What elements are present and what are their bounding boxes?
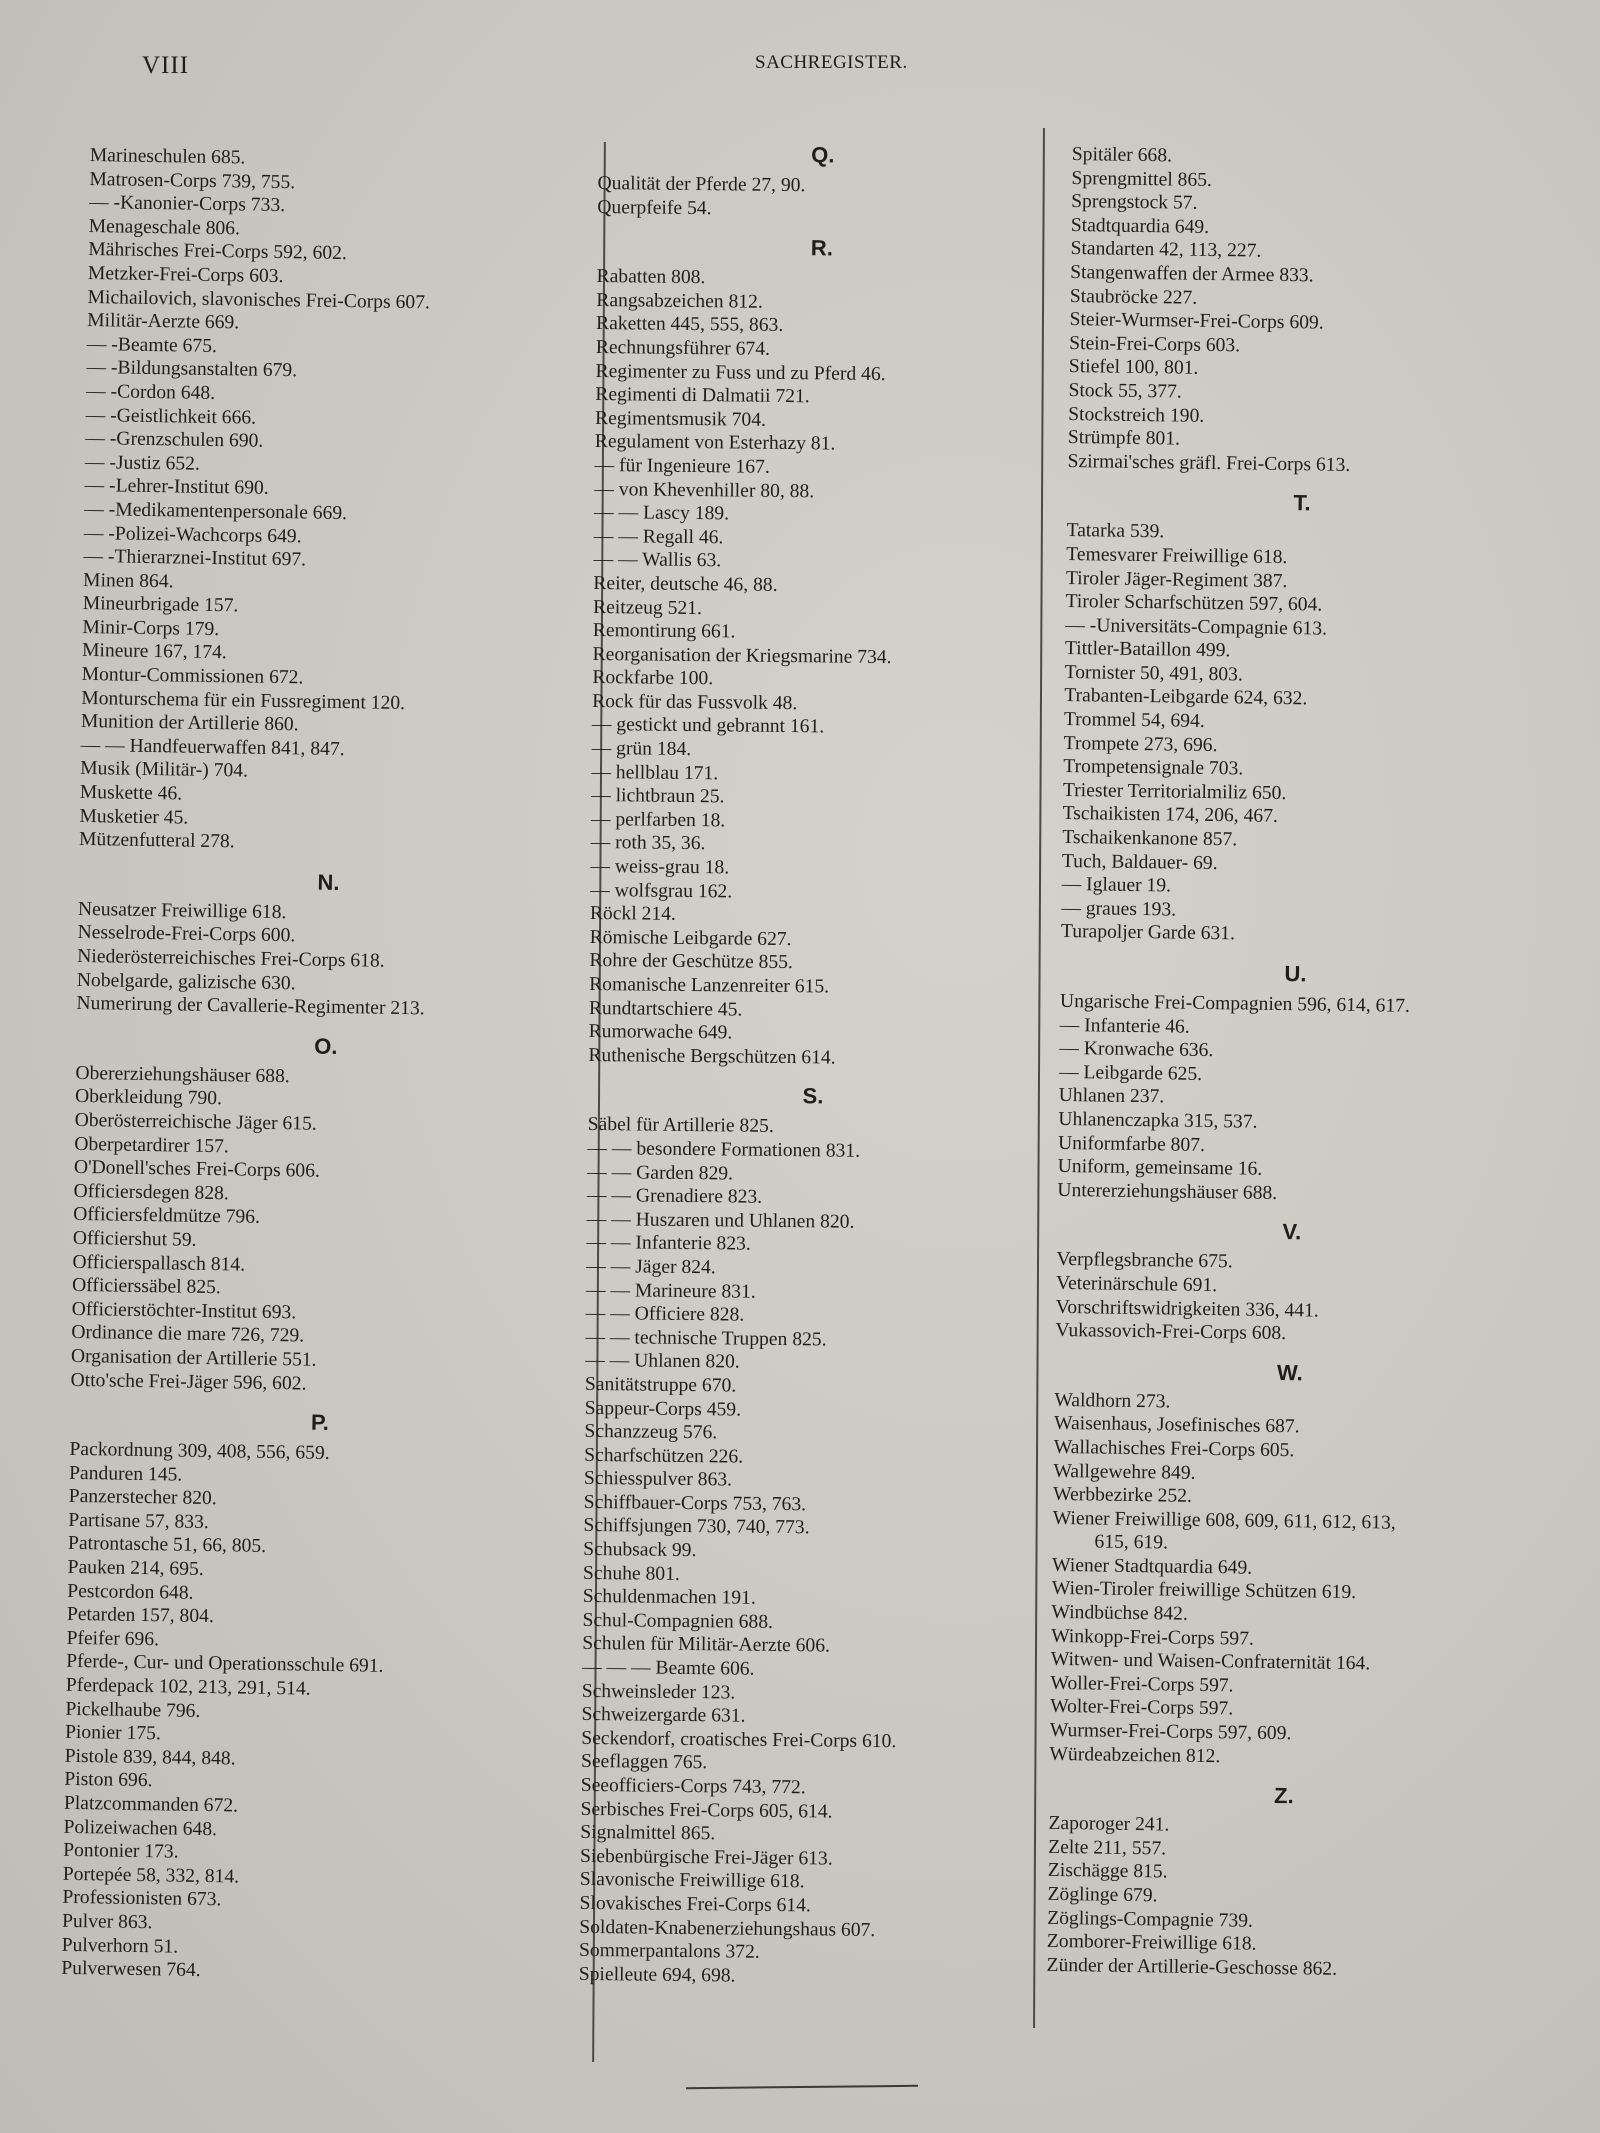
- index-column-2: [579, 140, 1048, 1991]
- index-entry: Ruthenische Bergschützen 614.: [588, 1044, 836, 1069]
- index-entry: — — Garden 829.: [587, 1161, 734, 1185]
- index-entry: — -Geistlichkeit 666.: [85, 404, 257, 429]
- index-entry: Römische Leibgarde 627.: [589, 926, 792, 950]
- index-entry: Regimenti di Dalmatii 721.: [595, 384, 810, 408]
- index-entry: Trompetensignale 703.: [1063, 756, 1244, 780]
- index-entry: Trompete 273, 696.: [1063, 732, 1218, 756]
- index-entry: — grün 184.: [591, 738, 692, 761]
- index-entry: Musik (Militär-) 704.: [80, 758, 249, 782]
- index-entry: Stadtquardia 649.: [1070, 214, 1210, 238]
- index-entry: Slavonische Freiwillige 618.: [579, 1869, 805, 1893]
- index-entry: Serbisches Frei-Corps 605, 614.: [580, 1798, 833, 1823]
- index-entry: Seeofficiers-Corps 743, 772.: [580, 1774, 806, 1799]
- index-entry: O'Donell'sches Frei-Corps 606.: [73, 1157, 321, 1182]
- index-entry: Officierstöchter-Institut 693.: [71, 1298, 297, 1324]
- index-entry: Sprengstock 57.: [1071, 191, 1198, 214]
- index-entry: Spitäler 668.: [1071, 143, 1173, 167]
- index-entry: — — — Beamte 606.: [581, 1656, 755, 1680]
- index-entry: Sanitätstruppe 670.: [584, 1373, 737, 1397]
- index-entry: Tornister 50, 491, 803.: [1064, 661, 1243, 686]
- index-entry: Rumorwache 649.: [588, 1021, 733, 1044]
- index-entry: Pferde-, Cur- und Operationsschule 691.: [65, 1651, 384, 1678]
- index-entry: — -Kanonier-Corps 733.: [88, 192, 286, 217]
- index-entry: Tatarka 539.: [1066, 520, 1165, 543]
- index-entry: — für Ingenieure 167.: [594, 454, 770, 478]
- index-entry: Siebenbürgische Frei-Jäger 613.: [579, 1845, 833, 1870]
- index-entry: Sappeur-Corps 459.: [584, 1397, 742, 1421]
- index-entry: — -Bildungsanstalten 679.: [86, 357, 298, 382]
- index-entry: Tiroler Jäger-Regiment 387.: [1065, 567, 1288, 592]
- index-entry: Witwen- und Waisen-Confraternität 164.: [1050, 1649, 1371, 1675]
- index-entry: Neusatzer Freiwillige 618.: [77, 898, 287, 923]
- index-entry: Pionier 175.: [64, 1722, 161, 1745]
- index-entry: — — Grenadiere 823.: [586, 1185, 763, 1208]
- index-entry: Professionisten 673.: [62, 1887, 222, 1911]
- index-entry: — -Cordon 648.: [85, 380, 216, 404]
- section-letter-heading: S.: [802, 1083, 824, 1109]
- index-entry: Windbüchse 842.: [1051, 1601, 1188, 1625]
- index-entry: Turapoljer Garde 631.: [1060, 921, 1236, 945]
- index-entry: Schuhe 801.: [582, 1562, 680, 1585]
- end-rule: [686, 2085, 918, 2089]
- section-letter-heading: V.: [1282, 1219, 1302, 1245]
- index-entry: Reorganisation der Kriegsmarine 734.: [592, 643, 892, 668]
- index-entry: Scharfschützen 226.: [584, 1444, 744, 1468]
- index-entry: Rechnungsführer 674.: [595, 336, 771, 360]
- index-entry: Trommel 54, 694.: [1063, 709, 1205, 732]
- index-entry: Stangenwaffen der Armee 833.: [1070, 261, 1314, 287]
- index-entry: Reiter, deutsche 46, 88.: [593, 572, 778, 596]
- index-entry: Petarden 157, 804.: [66, 1604, 214, 1628]
- index-entry: Otto'sche Frei-Jäger 596, 602.: [70, 1369, 307, 1395]
- index-entry: Niederösterreichisches Frei-Corps 618.: [77, 945, 385, 972]
- index-entry: Rockfarbe 100.: [592, 667, 714, 690]
- index-entry: Qualität der Pferde 27, 90.: [597, 172, 806, 197]
- index-entry: Signalmittel 865.: [580, 1822, 716, 1845]
- index-entry: — von Khevenhiller 80, 88.: [594, 478, 815, 502]
- index-entry: — roth 35, 36.: [590, 832, 706, 855]
- index-entry: — wolfsgrau 162.: [590, 879, 733, 903]
- index-entry: Uhlanenczapka 315, 537.: [1058, 1108, 1258, 1133]
- index-entry: — — Handfeuerwaffen 841, 847.: [80, 734, 345, 760]
- index-entry: Officierssäbel 825.: [71, 1274, 221, 1299]
- index-entry: Schubsack 99.: [583, 1538, 697, 1562]
- index-entry: Panduren 145.: [68, 1462, 183, 1486]
- index-entry: — -Universitäts-Compagnie 613.: [1065, 614, 1328, 640]
- index-entry: Tiroler Scharfschützen 597, 604.: [1065, 591, 1323, 616]
- index-entry: Uniform, gemeinsame 16.: [1057, 1156, 1263, 1180]
- index-entry: Triester Territorialmiliz 650.: [1062, 779, 1287, 804]
- index-entry: Waldhorn 273.: [1054, 1389, 1171, 1413]
- index-entry: Minen 864.: [82, 569, 174, 593]
- index-entry: Schuldenmachen 191.: [582, 1586, 756, 1609]
- index-entry: Seckendorf, croatisches Frei-Corps 610.: [581, 1727, 897, 1753]
- index-entry: Pulverwesen 764.: [61, 1957, 201, 1982]
- index-entry: Schiesspulver 863.: [583, 1468, 733, 1491]
- index-entry: Platzcommanden 672.: [63, 1792, 239, 1817]
- index-entry: Uhlanen 237.: [1058, 1085, 1165, 1108]
- index-entry: Schanzzeug 576.: [584, 1421, 718, 1444]
- index-entry: Wien-Tiroler freiwillige Schützen 619.: [1051, 1578, 1357, 1604]
- index-entry: Patrontasche 51, 66, 805.: [67, 1533, 267, 1558]
- index-entry: — weiss-grau 18.: [590, 855, 730, 879]
- index-entry: Pulver 863.: [61, 1910, 153, 1934]
- section-letter-heading: N.: [317, 869, 340, 895]
- index-entry: — — Jäger 824.: [586, 1255, 716, 1279]
- index-entry: — — Infanterie 823.: [586, 1232, 751, 1256]
- index-entry: — — Lascy 189.: [593, 502, 730, 525]
- index-entry: — -Thierarznei-Institut 697.: [83, 546, 307, 571]
- index-entry: — -Lehrer-Institut 690.: [84, 475, 269, 500]
- index-entry: — -Justiz 652.: [84, 451, 200, 475]
- section-letter-heading: U.: [1284, 961, 1307, 987]
- index-entry: Säbel für Artillerie 825.: [587, 1114, 774, 1138]
- index-entry: Stiefel 100, 801.: [1068, 356, 1199, 380]
- index-entry: Staubröcke 227.: [1069, 285, 1198, 309]
- index-entry: Zöglinge 679.: [1047, 1883, 1158, 1907]
- index-entry: Oberkleidung 790.: [74, 1086, 223, 1110]
- index-entry: Schweizergarde 631.: [581, 1704, 746, 1727]
- index-entry: — — Officiere 828.: [585, 1303, 745, 1326]
- index-entry: — -Polizei-Wachcorps 649.: [83, 522, 302, 547]
- index-entry: Pickelhaube 796.: [65, 1698, 201, 1722]
- index-entry: Reitzeug 521.: [592, 596, 703, 619]
- index-entry: Rock für das Fussvolk 48.: [592, 690, 798, 714]
- index-entry: Piston 696.: [64, 1769, 153, 1792]
- index-entry: Standarten 42, 113, 227.: [1070, 238, 1262, 263]
- index-entry: Officierspallasch 814.: [72, 1251, 246, 1276]
- index-entry: Wolter-Frei-Corps 597.: [1050, 1696, 1234, 1720]
- index-entry: Rohre der Geschütze 855.: [589, 950, 794, 974]
- index-entry: Zelte 211, 557.: [1048, 1836, 1167, 1860]
- index-entry: — — Uhlanen 820.: [585, 1350, 740, 1373]
- index-entry: Uniformfarbe 807.: [1057, 1132, 1206, 1156]
- index-entry: Tuch, Baldauer- 69.: [1061, 850, 1218, 874]
- index-entry: Szirmai'sches gräfl. Frei-Corps 613.: [1067, 450, 1351, 476]
- index-entry: Schul-Compagnien 688.: [582, 1609, 774, 1633]
- index-entry: Schweinsleder 123.: [581, 1680, 736, 1704]
- index-entry: Wurmser-Frei-Corps 597, 609.: [1049, 1719, 1292, 1745]
- page-number: VIII: [142, 52, 190, 79]
- index-entry: Pestcordon 648.: [67, 1580, 194, 1604]
- index-entry: Regulament von Esterhazy 81.: [594, 431, 836, 455]
- index-entry: Wallachisches Frei-Corps 605.: [1053, 1436, 1295, 1462]
- index-entry: Schiffsjungen 730, 740, 773.: [583, 1515, 810, 1539]
- index-entry: Muskette 46.: [79, 781, 183, 805]
- index-entry: Mützenfutteral 278.: [78, 829, 235, 853]
- section-letter-heading: T.: [1293, 490, 1311, 516]
- index-entry: — -Beamte 675.: [86, 333, 218, 357]
- index-entry: — — Regall 46.: [593, 525, 724, 549]
- index-entry: Metzker-Frei-Corps 603.: [87, 262, 284, 288]
- index-entry: Officiersdegen 828.: [73, 1180, 229, 1205]
- index-entry: Montur-Commissionen 672.: [81, 663, 304, 689]
- index-entry: — lichtbraun 25.: [591, 785, 725, 808]
- index-entry: Ordinance die mare 726, 729.: [71, 1322, 305, 1347]
- index-entry: — -Grenzschulen 690.: [85, 428, 264, 452]
- index-entry: — — technische Truppen 825.: [585, 1326, 827, 1351]
- index-entry: — gestickt und gebrannt 161.: [591, 714, 825, 738]
- index-entry: Nobelgarde, galizische 630.: [76, 969, 296, 994]
- index-entry: Panzerstecher 820.: [68, 1486, 217, 1510]
- section-letter-heading: R.: [810, 235, 834, 261]
- index-entry: Officiersfeldmütze 796.: [73, 1204, 261, 1229]
- index-entry: Verpflegsbranche 675.: [1056, 1249, 1233, 1273]
- index-entry: — Iglauer 19.: [1061, 874, 1172, 897]
- index-entry: Organisation der Artillerie 551.: [70, 1345, 317, 1371]
- index-entry: Slovakisches Frei-Corps 614.: [579, 1892, 811, 1917]
- section-letter-heading: P.: [310, 1409, 330, 1436]
- index-entry: Minir-Corps 179.: [82, 616, 220, 640]
- index-entry: Mineurbrigade 157.: [82, 593, 239, 617]
- index-entry: Menageschale 806.: [88, 215, 241, 240]
- section-letter-heading: O.: [314, 1033, 338, 1059]
- index-entry: — Kronwache 636.: [1059, 1038, 1214, 1062]
- running-head: SACHREGISTER.: [755, 52, 908, 73]
- index-entry: Seeflaggen 765.: [580, 1751, 708, 1774]
- index-entry: Tschaikisten 174, 206, 467.: [1062, 803, 1278, 828]
- index-entry: Winkopp-Frei-Corps 597.: [1051, 1625, 1255, 1650]
- section-letter-heading: W.: [1276, 1359, 1303, 1386]
- index-entry: Vukassovich-Frei-Corps 608.: [1055, 1320, 1287, 1345]
- index-entry: Matrosen-Corps 739, 755.: [89, 168, 296, 193]
- index-entry: Pauken 214, 695.: [67, 1556, 204, 1581]
- index-entry: Strümpfe 801.: [1067, 427, 1181, 450]
- index-entry: Wallgewehre 849.: [1053, 1460, 1196, 1484]
- index-entry: Portepée 58, 332, 814.: [62, 1863, 240, 1888]
- index-entry: Polizeiwachen 648.: [63, 1816, 218, 1840]
- index-entry: Werbbezirke 252.: [1052, 1483, 1193, 1507]
- index-entry: Obererziehungshäuser 688.: [75, 1062, 290, 1088]
- index-entry: — graues 193.: [1061, 897, 1177, 921]
- index-entry: Schulen für Militär-Aerzte 606.: [582, 1633, 831, 1657]
- index-entry: Officiershut 59.: [72, 1227, 197, 1251]
- index-entry: Romanische Lanzenreiter 615.: [589, 973, 830, 998]
- index-entry: Nesselrode-Frei-Corps 600.: [77, 922, 296, 947]
- index-entry: Wiener Freiwillige 608, 609, 611, 612, 613,: [1052, 1507, 1396, 1534]
- index-entry: Zünder der Artillerie-Geschosse 862.: [1046, 1954, 1338, 1980]
- index-entry: Pulverhorn 51.: [61, 1934, 179, 1958]
- index-entry: Woller-Frei-Corps 597.: [1050, 1672, 1234, 1697]
- index-entry: Trabanten-Leibgarde 624, 632.: [1064, 685, 1308, 710]
- index-entry: — perlfarben 18.: [590, 808, 726, 832]
- index-entry: Veterinärschule 691.: [1055, 1272, 1218, 1297]
- index-entry: Vorschriftswidrigkeiten 336, 441.: [1055, 1296, 1319, 1322]
- index-column-1: [61, 144, 590, 1988]
- index-entry: Marineschulen 685.: [89, 144, 246, 169]
- index-entry: Pfeifer 696.: [66, 1627, 160, 1651]
- index-entry: — — Wallis 63.: [593, 549, 722, 572]
- index-column-3: [1046, 143, 1542, 1984]
- index-entry: Würdeabzeichen 812.: [1049, 1743, 1221, 1767]
- index-entry: Steier-Wurmser-Frei-Corps 609.: [1069, 309, 1324, 334]
- index-entry: — Leibgarde 625.: [1058, 1061, 1203, 1085]
- index-entry: Militär-Aerzte 669.: [87, 310, 240, 334]
- index-entry: Tschaikenkanone 857.: [1062, 826, 1238, 851]
- index-entry: — — besondere Formationen 831.: [587, 1137, 861, 1162]
- index-entry: Zaporoger 241.: [1048, 1813, 1170, 1836]
- index-entry: Raketten 445, 555, 863.: [595, 313, 784, 337]
- index-entry: Tittler-Bataillon 499.: [1064, 638, 1231, 662]
- index-entry: Numerirung der Cavallerie-Regimenter 213.: [76, 993, 425, 1020]
- index-entry: Partisane 57, 833.: [68, 1509, 209, 1533]
- index-entry: Stein-Frei-Corps 603.: [1069, 332, 1241, 357]
- index-entry: Rabatten 808.: [596, 266, 706, 289]
- index-entry: Untererziehungshäuser 688.: [1057, 1179, 1278, 1204]
- index-entry: Oberpetardirer 157.: [74, 1133, 229, 1157]
- index-entry: Sommerpantalons 372.: [578, 1940, 760, 1963]
- index-entry: Mährisches Frei-Corps 592, 602.: [88, 239, 347, 265]
- index-entry: Regimenter zu Fuss und zu Pferd 46.: [595, 360, 886, 385]
- index-entry: — -Medikamentenpersonale 669.: [84, 498, 348, 524]
- index-entry: Stock 55, 377.: [1068, 379, 1182, 403]
- index-entry: Regimentsmusik 704.: [594, 407, 767, 431]
- index-entry: Zischägge 815.: [1047, 1860, 1168, 1883]
- index-entry: Monturschema für ein Fussregiment 120.: [81, 687, 406, 714]
- section-letter-heading: Q.: [811, 142, 835, 168]
- index-entry: Pontonier 173.: [63, 1839, 179, 1863]
- index-entry: — Infanterie 46.: [1059, 1014, 1190, 1038]
- index-entry: Mineure 167, 174.: [81, 640, 227, 664]
- index-entry: Spielleute 694, 698.: [578, 1963, 736, 1987]
- index-entry: Schiffbauer-Corps 753, 763.: [583, 1491, 807, 1516]
- index-entry: Remontirung 661.: [592, 620, 736, 643]
- index-entry: Munition der Artillerie 860.: [80, 711, 299, 736]
- index-entry: Packordnung 309, 408, 556, 659.: [69, 1438, 330, 1465]
- index-entry: Sprengmittel 865.: [1071, 167, 1213, 191]
- index-entry: Querpfeife 54.: [597, 196, 712, 219]
- index-entry: Musketier 45.: [79, 805, 189, 829]
- index-entry: — — Marineure 831.: [585, 1279, 756, 1303]
- section-letter-heading: Z.: [1273, 1783, 1294, 1809]
- index-entry: Pferdepack 102, 213, 291, 514.: [65, 1674, 311, 1700]
- index-entry: Ungarische Frei-Compagnien 596, 614, 617.: [1059, 990, 1411, 1017]
- index-entry: Soldaten-Knabenerziehungshaus 607.: [579, 1916, 876, 1941]
- index-entry: Zöglings-Compagnie 739.: [1047, 1907, 1254, 1932]
- index-entry: 615, 619.: [1094, 1531, 1169, 1554]
- index-entry: Röckl 214.: [589, 903, 677, 926]
- index-entry: Rangsabzeichen 812.: [596, 289, 763, 313]
- index-entry: Temesvarer Freiwillige 618.: [1066, 543, 1288, 568]
- index-entry: Oberösterreichische Jäger 615.: [74, 1109, 317, 1135]
- index-entry: Zomborer-Freiwillige 618.: [1046, 1931, 1257, 1955]
- index-entry: Rundtartschiere 45.: [588, 997, 743, 1021]
- index-entry: Stockstreich 190.: [1068, 403, 1205, 427]
- index-entry: Pistole 839, 844, 848.: [64, 1745, 236, 1770]
- index-entry: — hellblau 171.: [591, 761, 719, 784]
- index-entry: Waisenhaus, Josefinisches 687.: [1053, 1413, 1300, 1438]
- index-entry: Michailovich, slavonisches Frei-Corps 607.: [87, 286, 431, 313]
- index-entry: — — Huszaren und Uhlanen 820.: [586, 1208, 855, 1233]
- index-entry: Wiener Stadtquardia 649.: [1051, 1554, 1253, 1579]
